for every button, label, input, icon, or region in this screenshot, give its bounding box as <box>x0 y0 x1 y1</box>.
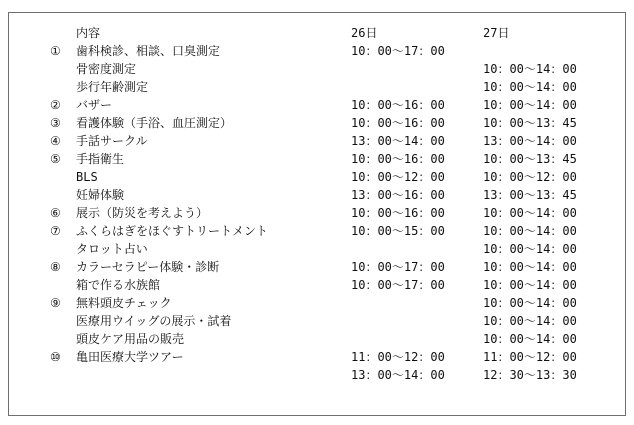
table-row <box>9 349 627 366</box>
row-item: 手指衛生 <box>76 152 125 166</box>
row-item: 歩行年齢測定 <box>76 80 149 94</box>
schedule-table <box>8 12 626 416</box>
row-day27-time: 10：00～14：00 <box>483 278 577 292</box>
table-row <box>9 151 627 168</box>
row-day26-time: 13：00～14：00 <box>351 134 445 148</box>
table-row <box>9 313 627 330</box>
row-item: タロット占い <box>76 242 148 256</box>
row-number: ① <box>50 44 61 58</box>
row-day27-time: 10：00～13：45 <box>483 116 577 130</box>
row-item: 看護体験（手浴、血圧測定） <box>76 116 233 130</box>
row-number: ⑩ <box>50 350 61 364</box>
table-row <box>9 295 627 312</box>
row-item: バザー <box>76 98 113 112</box>
row-day26-time: 10：00～12：00 <box>351 170 445 184</box>
table-row <box>9 43 627 60</box>
row-item: 無料頭皮チェック <box>76 296 172 310</box>
row-day26-time: 13：00～16：00 <box>351 188 445 202</box>
header-day26: 26日 <box>351 26 378 40</box>
row-day27-time: 10：00～14：00 <box>483 80 577 94</box>
row-day27-time: 10：00～14：00 <box>483 296 577 310</box>
row-day26-time: 10：00～17：00 <box>351 44 445 58</box>
row-day27-time: 10：00～14：00 <box>483 98 577 112</box>
row-day27-time: 10：00～14：00 <box>483 62 577 76</box>
row-day27-time: 10：00～13：45 <box>483 152 577 166</box>
row-day27-time: 11：00～12：00 <box>483 350 577 364</box>
row-item: 骨密度測定 <box>76 62 137 76</box>
row-day26-time: 10：00～16：00 <box>351 98 445 112</box>
row-day26-time: 10：00～17：00 <box>351 260 445 274</box>
table-row <box>9 79 627 96</box>
table-row <box>9 61 627 78</box>
table-row <box>9 133 627 150</box>
table-row <box>9 223 627 240</box>
row-day27-time: 13：00～14：00 <box>483 134 577 148</box>
row-day27-time: 10：00～14：00 <box>483 260 577 274</box>
row-item: 展示（防災を考えよう） <box>76 206 209 220</box>
row-number: ⑨ <box>50 296 61 310</box>
table-row <box>9 277 627 294</box>
row-day27-time: 10：00～14：00 <box>483 332 577 346</box>
row-day27-time: 12：30～13：30 <box>483 368 577 382</box>
table-row <box>9 259 627 276</box>
table-row <box>9 115 627 132</box>
table-row <box>9 187 627 204</box>
row-number: ⑦ <box>50 224 61 238</box>
row-number: ② <box>50 98 61 112</box>
row-day27-time: 10：00～14：00 <box>483 314 577 328</box>
row-item: 亀田医療大学ツアー <box>76 350 184 364</box>
row-item: カラーセラピー体験・診断 <box>76 260 220 274</box>
row-day26-time: 13：00～14：00 <box>351 368 445 382</box>
table-row <box>9 241 627 258</box>
row-item: 箱で作る水族館 <box>76 278 161 292</box>
row-day26-time: 10：00～16：00 <box>351 116 445 130</box>
row-item: ふくらはぎをほぐすトリートメント <box>76 224 268 238</box>
table-row <box>9 97 627 114</box>
row-day26-time: 11：00～12：00 <box>351 350 445 364</box>
row-day27-time: 10：00～14：00 <box>483 224 577 238</box>
row-day26-time: 10：00～15：00 <box>351 224 445 238</box>
row-day27-time: 10：00～14：00 <box>483 242 577 256</box>
row-day27-time: 10：00～12：00 <box>483 170 577 184</box>
row-number: ③ <box>50 116 61 130</box>
row-item: 歯科検診、相談、口臭測定 <box>76 44 221 58</box>
row-number: ⑥ <box>50 206 61 220</box>
row-item: 頭皮ケア用品の販売 <box>76 332 185 346</box>
row-number: ⑤ <box>50 152 61 166</box>
header-day27: 27日 <box>483 26 510 40</box>
row-item: 手話サークル <box>76 134 148 148</box>
table-row <box>9 169 627 186</box>
row-day27-time: 13：00～13：45 <box>483 188 577 202</box>
header-row <box>9 25 627 42</box>
row-day26-time: 10：00～17：00 <box>351 278 445 292</box>
table-row <box>9 331 627 348</box>
header-item: 内容 <box>76 26 101 40</box>
row-day26-time: 10：00～16：00 <box>351 152 445 166</box>
row-number: ⑧ <box>50 260 61 274</box>
row-number: ④ <box>50 134 61 148</box>
row-item: 妊婦体験 <box>76 188 125 202</box>
row-item: BLS <box>76 170 98 184</box>
row-day26-time: 10：00～16：00 <box>351 206 445 220</box>
table-row <box>9 367 627 384</box>
table-row <box>9 205 627 222</box>
row-item: 医療用ウイッグの展示・試着 <box>76 314 232 328</box>
row-day27-time: 10：00～14：00 <box>483 206 577 220</box>
